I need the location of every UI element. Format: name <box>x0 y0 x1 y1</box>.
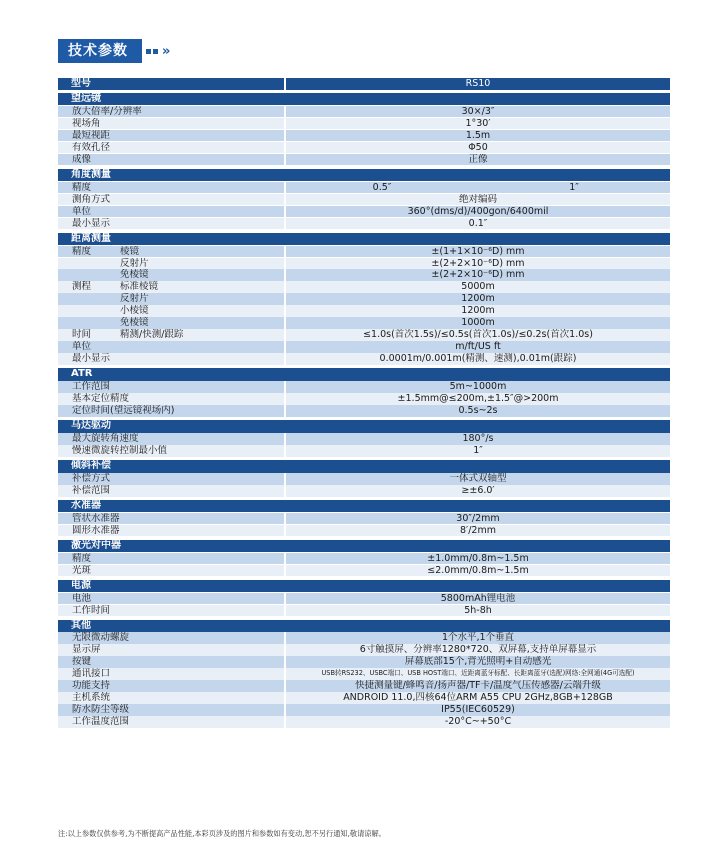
spec-label-text: 最大旋转角速度 <box>72 433 139 445</box>
spec-value <box>286 525 670 537</box>
spec-value-text: 5000m <box>461 281 495 293</box>
spec-row <box>58 317 670 329</box>
spec-label-text: 通讯接口 <box>72 668 111 680</box>
page-title: 技术参数 <box>58 39 142 63</box>
spec-label-text: 精度 <box>72 552 92 564</box>
spec-label <box>58 317 284 329</box>
spec-label <box>58 194 284 206</box>
spec-label-text: 显示屏 <box>72 644 101 656</box>
spec-value-text: 5m~1000m <box>449 381 507 393</box>
spec-label <box>58 381 284 393</box>
spec-label <box>58 130 284 142</box>
section-header: 倾斜补偿 <box>58 460 670 473</box>
spec-label <box>58 525 284 537</box>
footnote: 注:以上参数仅供参考,为不断提高产品性能,本彩页涉及的图片和参数如有变动,恕不另行通知,敬请谅解。 <box>58 829 386 838</box>
spec-value <box>286 445 670 457</box>
spec-value <box>286 218 670 230</box>
spec-row <box>58 182 670 194</box>
spec-label <box>58 656 284 668</box>
spec-value-text: USB转RS232、USBC端口、USB HOST端口、近距离蓝牙标配、长距离蓝牙(选配)网络:全网通(4G可选配) <box>321 669 635 678</box>
spec-value-text: ±(1+1×10⁻⁶D) mm <box>431 245 525 257</box>
spec-row <box>58 118 670 130</box>
spec-label-text: 测程 <box>72 281 92 293</box>
spec-value-text: 30″/2mm <box>456 512 500 524</box>
spec-row <box>58 142 670 154</box>
spec-value-text: ≥±6.0′ <box>461 484 495 496</box>
spec-value-text: ±(2+2×10⁻⁶D) mm <box>431 269 525 281</box>
spec-label-text: 测角方式 <box>72 193 111 205</box>
spec-label-text: 慢速微旋转控制最小值 <box>72 445 168 457</box>
spec-label <box>58 118 284 130</box>
spec-row <box>58 154 670 166</box>
spec-row <box>58 218 670 230</box>
spec-value <box>286 704 670 716</box>
spec-row <box>58 513 670 525</box>
spec-row <box>58 553 670 565</box>
spec-row <box>58 565 670 577</box>
spec-value <box>286 341 670 353</box>
spec-value-text: 30×/3″ <box>461 105 495 117</box>
spec-row <box>58 525 670 537</box>
spec-value <box>286 473 670 485</box>
spec-label <box>58 692 284 704</box>
spec-label-text: 定位时间(望远镜视场内) <box>72 405 175 417</box>
spec-label-text: 最短视距 <box>72 129 111 141</box>
spec-value <box>286 206 670 218</box>
spec-value-text: 快捷测量键/蜂鸣音/扬声器/TF卡/温度气压传感器/云端升级 <box>355 680 601 692</box>
spec-label <box>58 305 284 317</box>
spec-label-text: 基本定位精度 <box>72 393 130 405</box>
section-header: 望远镜 <box>58 93 670 106</box>
spec-label <box>58 513 284 525</box>
spec-value-text: 0.0001m/0.001m(精测、速测),0.01m(跟踪) <box>379 353 577 365</box>
spec-value-part: 1″ <box>569 181 579 193</box>
spec-value-text: 1个水平,1个垂直 <box>441 632 515 644</box>
spec-table <box>58 78 670 728</box>
spec-label <box>58 281 284 293</box>
spec-value <box>286 317 670 329</box>
spec-label-text: 电池 <box>72 592 92 604</box>
spec-row <box>58 293 670 305</box>
spec-row <box>58 353 670 365</box>
spec-sublabel: 反射片 <box>120 293 149 305</box>
spec-label <box>58 405 284 417</box>
spec-value <box>286 118 670 130</box>
spec-row <box>58 341 670 353</box>
spec-sublabel: 棱镜 <box>120 245 140 257</box>
spec-value-text: 6寸触摸屏、分辨率1280*720、双屏幕,支持单屏幕显示 <box>359 644 597 656</box>
spec-sublabel: 小棱镜 <box>120 305 149 317</box>
spec-value-text: 5h-8h <box>464 604 492 616</box>
spec-value <box>286 405 670 417</box>
spec-label <box>58 206 284 218</box>
spec-value-text: 1″ <box>473 445 483 457</box>
spec-row <box>58 381 670 393</box>
section-header: 水准器 <box>58 500 670 513</box>
spec-label-text: 无限微动螺旋 <box>72 632 130 644</box>
spec-value <box>286 553 670 565</box>
spec-value-text: 绝对编码 <box>458 193 497 205</box>
spec-sublabel: 免棱镜 <box>120 317 149 329</box>
spec-label <box>58 485 284 497</box>
spec-row <box>58 473 670 485</box>
spec-value-text: ±1.5mm@≤200m,±1.5″@>200m <box>397 393 559 405</box>
spec-value-text: 屏幕底部15个,背光照明+自动感光 <box>404 656 552 668</box>
spec-row <box>58 445 670 457</box>
spec-value-text: 180°/s <box>462 433 494 445</box>
spec-value-text: 1000m <box>461 317 495 329</box>
spec-sublabel: 标准棱镜 <box>120 281 159 293</box>
spec-label <box>58 644 284 656</box>
spec-label-text: 防水防尘等级 <box>72 704 130 716</box>
spec-value-text: ≤2.0mm/0.8m~1.5m <box>427 564 529 576</box>
spec-value <box>286 269 670 281</box>
spec-label-text: 单位 <box>72 205 92 217</box>
spec-row <box>58 656 670 668</box>
spec-label <box>58 142 284 154</box>
section-title <box>58 39 170 63</box>
spec-label-text: 精度 <box>72 181 92 193</box>
spec-value-text: 1°30′ <box>465 117 491 129</box>
spec-label <box>58 329 284 341</box>
spec-label <box>58 473 284 485</box>
spec-value-text: ANDROID 11.0,四核64位ARM A55 CPU 2GHz,8GB+128GB <box>343 692 613 704</box>
spec-label-text: 工作时间 <box>72 604 111 616</box>
spec-row <box>58 194 670 206</box>
spec-value-text: 5800mAh锂电池 <box>440 592 516 604</box>
spec-row <box>58 716 670 728</box>
spec-sublabel: 反射片 <box>120 257 149 269</box>
model-label: 型号 <box>58 78 284 90</box>
section-header: 角度测量 <box>58 169 670 182</box>
spec-value <box>286 393 670 405</box>
spec-value-text: -20°C~+50°C <box>444 716 512 728</box>
spec-label-text: 按键 <box>72 656 92 668</box>
spec-label-text: 时间 <box>72 329 92 341</box>
spec-label <box>58 445 284 457</box>
spec-value <box>286 485 670 497</box>
spec-row <box>58 281 670 293</box>
spec-row <box>58 433 670 445</box>
spec-value <box>286 130 670 142</box>
spec-value <box>286 293 670 305</box>
spec-value <box>286 329 670 341</box>
spec-value <box>286 593 670 605</box>
spec-row <box>58 405 670 417</box>
spec-value <box>286 305 670 317</box>
spec-value <box>286 716 670 728</box>
spec-value-text: 1200m <box>461 293 495 305</box>
spec-value <box>286 281 670 293</box>
spec-value <box>286 680 670 692</box>
spec-row <box>58 329 670 341</box>
spec-label-text: 有效孔径 <box>72 141 111 153</box>
spec-label-text: 工作温度范围 <box>72 716 130 728</box>
spec-label-text: 工作范围 <box>72 381 111 393</box>
spec-value <box>286 605 670 617</box>
spec-value-text: Φ50 <box>468 141 488 153</box>
spec-value-text: ±(2+2×10⁻⁶D) mm <box>431 257 525 269</box>
spec-label-text: 光斑 <box>72 564 92 576</box>
spec-row <box>58 704 670 716</box>
spec-label <box>58 246 284 258</box>
spec-value-text: 360°(dms/d)/400gon/6400mil <box>407 205 549 217</box>
spec-value-text: 1200m <box>461 305 495 317</box>
spec-value <box>286 692 670 704</box>
spec-label-text: 圆形水准器 <box>72 524 120 536</box>
spec-label-text: 功能支持 <box>72 680 111 692</box>
spec-row <box>58 269 670 281</box>
spec-value <box>286 258 670 270</box>
spec-value <box>286 656 670 668</box>
spec-label-text: 精度 <box>72 245 92 257</box>
spec-row <box>58 692 670 704</box>
section-header: ATR <box>58 368 670 381</box>
spec-value <box>286 632 670 644</box>
spec-row <box>58 593 670 605</box>
spec-label <box>58 182 284 194</box>
spec-value <box>286 565 670 577</box>
spec-row <box>58 605 670 617</box>
model-value: RS10 <box>286 78 670 90</box>
spec-row <box>58 485 670 497</box>
spec-row <box>58 632 670 644</box>
spec-value-text: 0.5s~2s <box>458 405 498 417</box>
title-arrow-icon: » <box>146 45 170 58</box>
spec-label <box>58 668 284 680</box>
spec-label <box>58 680 284 692</box>
spec-label <box>58 593 284 605</box>
spec-label <box>58 341 284 353</box>
spec-value <box>286 246 670 258</box>
spec-row <box>58 305 670 317</box>
spec-value <box>286 106 670 118</box>
spec-value <box>286 154 670 166</box>
spec-label <box>58 716 284 728</box>
spec-value <box>286 194 670 206</box>
spec-label-text: 放大倍率/分辨率 <box>72 105 142 117</box>
spec-value <box>286 513 670 525</box>
spec-row <box>58 206 670 218</box>
model-row <box>58 78 670 90</box>
section-header: 距离测量 <box>58 233 670 246</box>
spec-label <box>58 154 284 166</box>
spec-value-text: m/ft/US ft <box>455 341 501 353</box>
spec-value-text: ≤1.0s(首次1.5s)/≤0.5s(首次1.0s)/≤0.2s(首次1.0s) <box>363 329 593 341</box>
spec-value-text: 1.5m <box>465 129 491 141</box>
spec-label <box>58 605 284 617</box>
spec-value-text: 8′/2mm <box>460 524 496 536</box>
spec-value <box>286 668 670 680</box>
spec-label <box>58 704 284 716</box>
spec-row <box>58 106 670 118</box>
spec-label-text: 补偿方式 <box>72 472 111 484</box>
spec-value-text: IP55(IEC60529) <box>441 704 515 716</box>
spec-label-text: 单位 <box>72 341 92 353</box>
spec-label <box>58 258 284 270</box>
section-header: 其他 <box>58 620 670 633</box>
spec-row <box>58 644 670 656</box>
spec-label-text: 视场角 <box>72 117 101 129</box>
spec-value-text: 正像 <box>468 153 488 165</box>
spec-row <box>58 130 670 142</box>
spec-value <box>286 182 670 194</box>
spec-label <box>58 106 284 118</box>
spec-value <box>286 353 670 365</box>
spec-label <box>58 353 284 365</box>
spec-value-text: ±1.0mm/0.8m~1.5m <box>427 552 529 564</box>
spec-value-text: 一体式双轴型 <box>449 472 507 484</box>
spec-sublabel: 精测/快测/跟踪 <box>120 329 184 341</box>
spec-row <box>58 680 670 692</box>
spec-row <box>58 668 670 680</box>
spec-value-text: 0.1″ <box>468 217 488 229</box>
spec-label <box>58 393 284 405</box>
spec-value <box>286 433 670 445</box>
spec-value-part: 0.5″ <box>372 181 392 193</box>
spec-row <box>58 393 670 405</box>
spec-label-text: 主机系统 <box>72 692 111 704</box>
spec-row <box>58 258 670 270</box>
spec-label <box>58 269 284 281</box>
spec-label-text: 最小显示 <box>72 353 111 365</box>
spec-row <box>58 246 670 258</box>
spec-label-text: 管状水准器 <box>72 512 120 524</box>
spec-label-text: 最小显示 <box>72 217 111 229</box>
spec-label <box>58 553 284 565</box>
section-header: 激光对中器 <box>58 540 670 553</box>
spec-label <box>58 433 284 445</box>
spec-label <box>58 565 284 577</box>
spec-label <box>58 632 284 644</box>
section-header: 电源 <box>58 580 670 593</box>
section-header: 马达驱动 <box>58 420 670 433</box>
spec-label <box>58 293 284 305</box>
spec-sublabel: 免棱镜 <box>120 269 149 281</box>
spec-value <box>286 644 670 656</box>
spec-label-text: 成像 <box>72 153 92 165</box>
spec-value <box>286 142 670 154</box>
spec-label <box>58 218 284 230</box>
spec-label-text: 补偿范围 <box>72 484 111 496</box>
spec-value <box>286 381 670 393</box>
